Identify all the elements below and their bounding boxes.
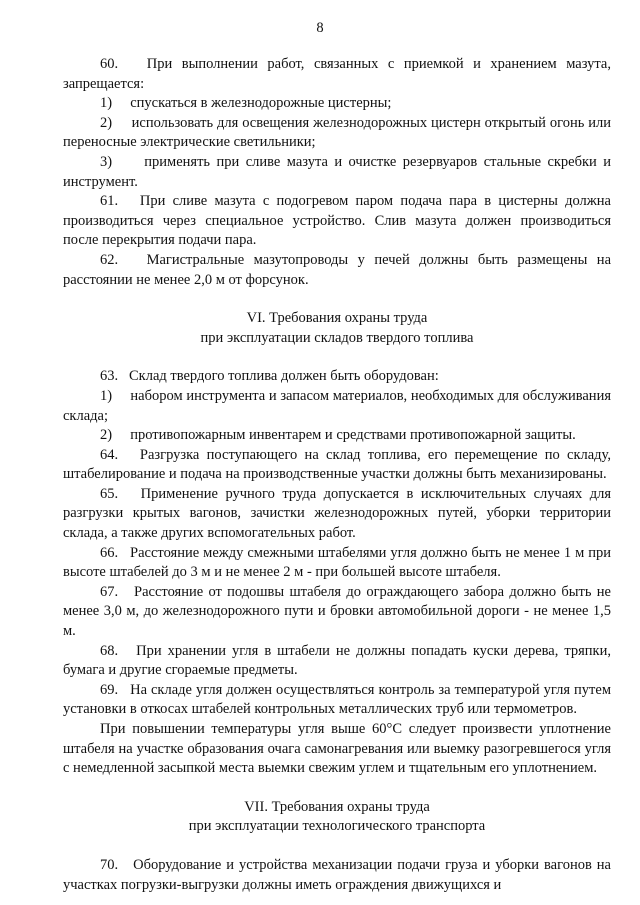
list-item-60-3: 3) применять при сливе мазута и очистке резервуаров стальные скребки и инструмент. [63, 153, 611, 190]
section-vii-heading-title: VII. Требования охраны труда [244, 798, 430, 815]
paragraph-60: 60. При выполнении работ, связанных с приемкой и хранением мазута, запрещается: [63, 56, 611, 92]
paragraph-65: 65. Применение ручного труда допускается в исключительных случаях для разгрузки крытых вагонов, зачистки железнодорожных путей, уборки территории склада, а также других вспомогательных работ. [63, 485, 611, 542]
paragraph-67: 67. Расстояние от подошвы штабеля до ограждающего забора должно быть не менее 3,0 м, до железнодорожного пути и бровки автомобильной дороги - не менее 1,5 м. [63, 583, 611, 640]
section-vi-heading-title: VI. Требования охраны труда [246, 310, 428, 327]
section-vii-heading-subtitle: при эксплуатации технологического транспорта [188, 818, 486, 835]
list-item-63-2: 2) противопожарным инвентарем и средствами противопожарной защиты. [100, 427, 576, 444]
section-vi-heading-subtitle: при эксплуатации складов твердого топлива [200, 329, 474, 346]
list-item-60-2: 2) использовать для освещения железнодорожных цистерн открытый огонь или переносные электрические светильники; [63, 114, 611, 151]
paragraph-69-continued: При повышении температуры угля выше 60°C следует произвести уплотнение штабеля на участке образования очага самонагревания или выемку разогревшегося угля с немедленной засыпкой места выемки свежим углем и тщательным его уплотнением. [63, 721, 611, 777]
paragraph-61: 61. При сливе мазута с подогревом паром подача пара в цистерны должна производиться через специальное устройство. Слив мазута должен производиться после перекрытия подачи пара. [63, 193, 611, 249]
document-body [63, 55, 611, 895]
list-item-60-1: 1) спускаться в железнодорожные цистерны; [100, 95, 392, 112]
list-item-63-1: 1) набором инструмента и запасом материалов, необходимых для обслуживания склада; [63, 387, 611, 424]
paragraph-66: 66. Расстояние между смежными штабелями угля должно быть не менее 1 м при высоте штабелей до 3 м и не менее 2 м - при большей высоте штабеля. [63, 544, 611, 581]
paragraph-68: 68. При хранении угля в штабели не должны попадать куски дерева, тряпки, бумага и другие сгораемые предметы. [63, 642, 611, 679]
paragraph-64: 64. Разгрузка поступающего на склад топлива, его перемещение по складу, штабелирование и подача на производственные участки должны быть механизированы. [63, 446, 611, 483]
page-number: 8 [316, 20, 324, 36]
paragraph-63: 63. Склад твердого топлива должен быть оборудован: [100, 368, 439, 385]
paragraph-70: 70. Оборудование и устройства механизации подачи груза и уборки вагонов на участках погрузки-выгрузки должны иметь ограждения движущихся и [63, 856, 611, 893]
paragraph-62: 62. Магистральные мазутопроводы у печей должны быть размещены на расстоянии не менее 2,0 м от форсунок. [63, 251, 611, 288]
paragraph-69: 69. На складе угля должен осуществляться контроль за температурой угля путем установки в откосах штабелей контрольных металлических труб или термометров. [63, 681, 611, 718]
